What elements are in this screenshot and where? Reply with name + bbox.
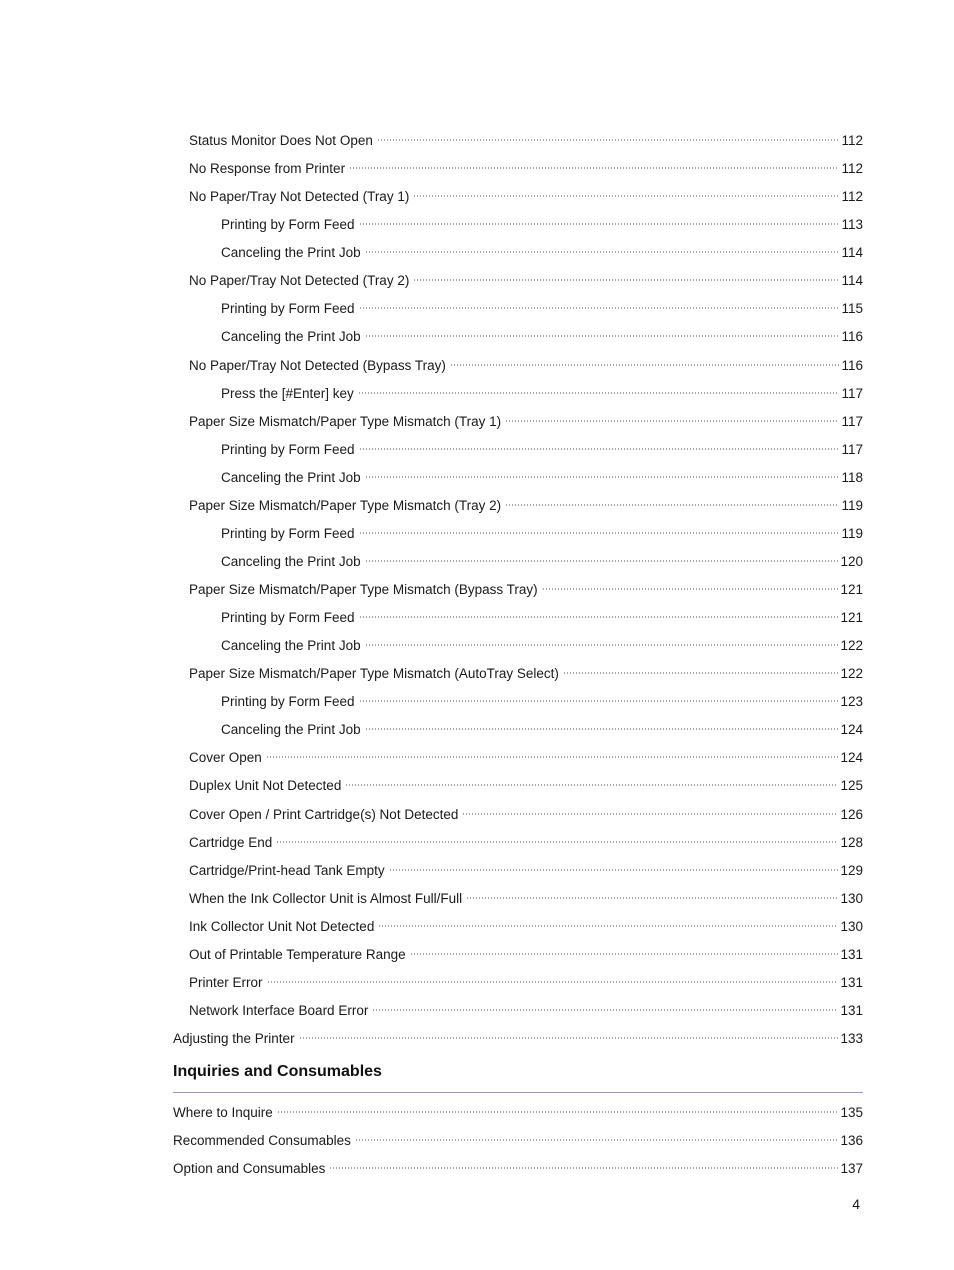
toc-entry[interactable] [173,941,863,969]
dot-leader [413,278,839,282]
toc-entry-title: Option and Consumables [173,1161,326,1177]
toc-entry-page: 116 [841,329,863,345]
toc-entry-title: No Paper/Tray Not Detected (Tray 2) [189,273,410,289]
toc-entry-title: No Response from Printer [189,161,346,177]
toc-entry-page: 112 [841,161,863,177]
toc-entry[interactable] [173,857,863,885]
toc-entry[interactable] [173,801,863,829]
dot-leader [365,250,839,254]
toc-entry-title: Where to Inquire [173,1105,273,1121]
dot-leader [462,812,838,816]
toc-entry-page: 112 [841,189,863,205]
toc-entry-page: 116 [841,357,863,373]
toc-entry[interactable] [173,969,863,997]
toc-entry-title: Ink Collector Unit Not Detected [189,918,375,934]
toc-entry-title: Network Interface Board Error [189,1002,369,1018]
toc-entry-page: 114 [841,273,863,289]
toc-entry-page: 117 [841,441,863,457]
dot-leader [377,138,839,142]
toc-section-entries [173,1099,863,1183]
toc-entry-title: Canceling the Print Job [221,245,361,261]
toc-entry[interactable] [173,267,863,295]
toc-entry[interactable] [173,408,863,436]
toc-entry[interactable] [173,997,863,1025]
toc-entry-page: 120 [840,553,863,569]
dot-leader [359,306,839,310]
dot-leader [410,952,839,956]
toc-entries [173,127,863,1053]
toc-entry-page: 117 [841,385,863,401]
toc-entry-page: 128 [840,834,863,850]
toc-entry[interactable] [173,604,863,632]
toc-entry-page: 113 [841,217,863,233]
toc-entry-page: 119 [841,497,863,513]
dot-leader [267,980,839,984]
toc-entry-title: Cartridge End [189,834,273,850]
toc-entry-page: 117 [841,413,863,429]
toc-entry-page: 136 [840,1133,863,1149]
toc-entry-page: 131 [840,974,863,990]
toc-entry[interactable] [173,576,863,604]
toc-entry-title: Canceling the Print Job [221,329,361,345]
dot-leader [466,896,838,900]
toc-entry[interactable] [173,1127,863,1155]
toc-entry-page: 122 [840,666,863,682]
toc-entry-page: 126 [840,806,863,822]
toc-entry-page: 131 [840,1002,863,1018]
dot-leader [372,1008,838,1012]
toc-entry-title: Printing by Form Feed [221,694,355,710]
dot-leader [329,1166,838,1170]
toc-entry-title: Cover Open [189,750,262,766]
toc-entry-title: Canceling the Print Job [221,722,361,738]
toc-entry[interactable] [173,352,863,380]
toc-entry-page: 122 [840,638,863,654]
toc-entry-title: Recommended Consumables [173,1133,351,1149]
toc-entry-page: 130 [840,918,863,934]
dot-leader [276,840,838,844]
toc-entry-title: Printing by Form Feed [221,441,355,457]
toc-entry[interactable] [173,660,863,688]
page-number: 4 [852,1196,860,1212]
toc-entry-page: 133 [840,1031,863,1046]
dot-leader [345,783,838,787]
toc-entry-page: 124 [840,750,863,766]
toc-entry-page: 137 [840,1161,863,1177]
dot-leader [505,419,839,423]
toc-entry-title: Paper Size Mismatch/Paper Type Mismatch (Tray 2) [189,497,502,513]
toc-entry[interactable] [173,829,863,857]
dot-leader [505,503,839,507]
toc-entry-title: Printing by Form Feed [221,525,355,541]
toc-entry[interactable] [173,520,863,548]
toc-entry-page: 119 [841,525,863,541]
dot-leader [349,166,839,170]
dot-leader [359,447,839,451]
toc-entry[interactable] [173,744,863,772]
toc-entry[interactable] [173,1099,863,1127]
toc-entry[interactable] [173,323,863,351]
toc-entry-title: Status Monitor Does Not Open [189,133,373,148]
dot-leader [359,699,839,703]
toc-entry-title: Paper Size Mismatch/Paper Type Mismatch (Tray 1) [189,413,502,429]
toc-entry-title: Canceling the Print Job [221,553,361,569]
toc-entry-title: Canceling the Print Job [221,469,361,485]
toc-entry-page: 135 [840,1105,863,1121]
toc-entry[interactable] [173,239,863,267]
dot-leader [359,222,839,226]
toc-entry[interactable] [173,295,863,323]
dot-leader [365,475,839,479]
toc-entry[interactable] [173,1025,863,1053]
toc-entry-page: 112 [841,133,863,148]
toc-entry[interactable] [173,688,863,716]
toc-entry-title: Press the [#Enter] key [221,385,354,401]
toc-entry-title: Printing by Form Feed [221,217,355,233]
toc-entry-title: Adjusting the Printer [173,1031,295,1046]
toc-entry-page: 130 [840,890,863,906]
toc-entry[interactable] [173,211,863,239]
dot-leader [365,727,839,731]
toc-entry-title: Printing by Form Feed [221,610,355,626]
toc-entry-title: Out of Printable Temperature Range [189,946,406,962]
dot-leader [378,924,838,928]
toc-entry[interactable] [173,380,863,408]
dot-leader [355,1138,839,1142]
toc-entry-page: 123 [840,694,863,710]
toc-entry-page: 129 [840,862,863,878]
toc-entry-title: Paper Size Mismatch/Paper Type Mismatch (Bypass Tray) [189,582,538,597]
toc-entry-page: 124 [840,722,863,738]
toc-entry[interactable] [173,464,863,492]
dot-leader [359,615,839,619]
toc-entry-title: Duplex Unit Not Detected [189,778,342,794]
dot-leader [542,587,839,591]
toc-entry-title: Printing by Form Feed [221,301,355,317]
toc-entry[interactable] [173,492,863,520]
dot-leader [413,194,839,198]
toc-entry-title: When the Ink Collector Unit is Almost Full/Full [189,890,463,906]
dot-leader [365,643,839,647]
dot-leader [359,531,839,535]
toc-entry[interactable] [173,548,863,576]
dot-leader [563,671,839,675]
toc-entry-title: Cover Open / Print Cartridge(s) Not Detected [189,806,459,822]
toc-entry[interactable] [173,436,863,464]
toc-entry-title: Canceling the Print Job [221,638,361,654]
section-heading-text: Inquiries and Consumables [173,1063,382,1081]
toc-entry[interactable] [173,183,863,211]
dot-leader [389,868,839,872]
toc-entry[interactable] [173,772,863,800]
toc-entry-page: 125 [840,778,863,794]
toc-entry[interactable] [173,127,863,155]
toc-entry[interactable] [173,716,863,744]
toc-entry-page: 121 [840,582,863,597]
toc-entry[interactable] [173,632,863,660]
toc-entry-title: Paper Size Mismatch/Paper Type Mismatch (AutoTray Select) [189,666,559,682]
dot-leader [277,1110,839,1114]
section-heading [173,1053,863,1093]
toc-entry-page: 121 [840,610,863,626]
table-of-contents [173,127,863,1183]
toc-entry-page: 114 [841,245,863,261]
dot-leader [358,391,839,395]
dot-leader [365,334,839,338]
toc-entry-page: 115 [841,301,863,317]
toc-entry[interactable] [173,885,863,913]
toc-entry[interactable] [173,1155,863,1183]
toc-entry[interactable] [173,913,863,941]
dot-leader [299,1036,839,1040]
toc-entry-title: No Paper/Tray Not Detected (Bypass Tray) [189,357,446,373]
toc-entry-title: No Paper/Tray Not Detected (Tray 1) [189,189,410,205]
toc-entry-title: Cartridge/Print-head Tank Empty [189,862,385,878]
toc-entry-page: 131 [840,946,863,962]
dot-leader [266,755,839,759]
dot-leader [365,559,839,563]
dot-leader [450,363,839,367]
toc-entry-page: 118 [841,469,863,485]
toc-entry-title: Printer Error [189,974,263,990]
toc-entry[interactable] [173,155,863,183]
